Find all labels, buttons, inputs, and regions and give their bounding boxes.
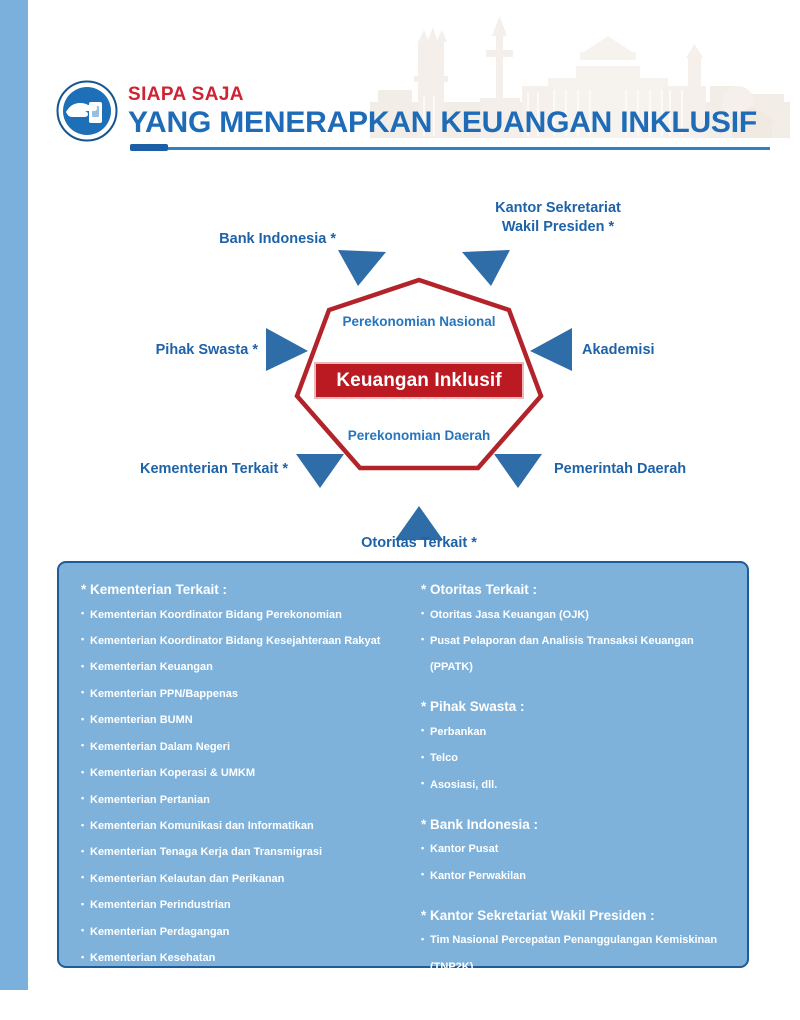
center-banner [314,362,524,399]
heptagon-top-label: Perekonomian Nasional [342,314,496,329]
arrow-kementerian-terkait [296,454,344,488]
legend-item: • Kementerian Agama [81,978,391,994]
legend-item: • Kantor Perwakilan [421,869,731,885]
legend-item: • Kementerian BUMN [81,713,391,729]
legend-item: • Pusat Pelaporan dan Analisis Transaksi Keuangan [421,634,731,650]
legend-item: (PPATK) [430,661,473,674]
arrow-pemerintah-daerah [494,454,542,488]
legend-item: • Kementerian Pekerjaan Umum [81,1004,391,1020]
legend-group-title: * Pihak Swasta : [421,699,525,715]
left-accent-bar [0,0,28,990]
legend-item: • Perbankan [421,725,731,741]
legend-item: • Kementerian Keuangan [81,660,391,676]
legend-item: • Kementerian Tenaga Kerja dan Transmigrasi [81,845,391,861]
node-label-kantor-sekretariat [448,199,668,237]
arrow-pihak-swasta [266,328,308,371]
legend-item: • Kantor Pusat [421,842,731,858]
legend-item: • Kementerian Kesehatan [81,951,391,967]
legend-panel [57,561,749,1018]
center-banner-label: Keuangan Inklusif [336,369,502,391]
legend-item: • Kementerian Pertanian [81,793,391,809]
title-underline-cap [130,144,168,151]
page-header [28,0,800,168]
node-label-kantor-sekretariat-line1: Kantor Sekretariat [495,200,621,216]
legend-item: (TNP2K) [430,960,474,973]
arrow-bank-indonesia [338,250,386,286]
title-underline [130,147,770,150]
node-label-akademisi: Akademisi [582,342,655,358]
arrow-akademisi [530,328,572,371]
legend-item: • Kementerian Perindustrian [81,898,391,914]
stakeholder-diagram [28,168,800,558]
hand-with-card-icon [56,80,118,142]
arrow-kantor-sekretariat [462,250,510,286]
heptagon-bottom-label: Perekonomian Daerah [347,428,491,443]
legend-item: • Asosiasi, dll. [421,778,731,794]
legend-item: • Kementerian Dalam Negeri [81,740,391,756]
node-label-pihak-swasta: Pihak Swasta * [155,342,258,358]
node-label-bank-indonesia: Bank Indonesia * [219,231,336,247]
node-label-otoritas-terkait: Otoritas Terkait * [361,535,477,551]
legend-item: • Kementerian PPN/Bappenas [81,687,391,703]
legend-item: • Telco [421,751,731,767]
legend-group-title: * Kantor Sekretariat Wakil Presiden : [421,907,655,923]
legend-item: • Kementerian Koperasi & UMKM [81,766,391,782]
legend-item: • Tim Nasional Percepatan Penanggulangan Kemiskinan [421,933,731,949]
legend-column-right [407,581,747,973]
header-text-block [128,85,768,139]
legend-group-title: * Otoritas Terkait : [421,582,538,597]
page-title: YANG MENERAPKAN KEUANGAN INKLUSIF [128,106,757,139]
node-label-pemerintah-daerah: Pemerintah Daerah [554,461,687,477]
legend-item: • Kementerian Kelautan dan Perikanan [81,872,391,888]
legend-item: • Kementerian Koordinator Bidang Kesejahteraan Rakyat [81,634,391,650]
legend-item: • Otoritas Jasa Keuangan (OJK) [421,608,731,624]
legend-item: • Kementerian Koordinator Bidang Perekonomian [81,608,391,624]
legend-item: • Kementerian Perdagangan [81,925,391,941]
legend-group-title: * Bank Indonesia : [421,816,539,832]
node-label-kementerian-terkait: Kementerian Terkait * [139,461,288,477]
legend-group-title: * Kementerian Terkait : [81,582,228,597]
legend-column-left [59,581,407,1018]
header-kicker: SIAPA SAJA [128,84,244,105]
node-label-kantor-sekretariat-line2: Wakil Presiden * [501,219,615,236]
legend-item: • Kementerian Komunikasi dan Informatikan [81,819,391,835]
